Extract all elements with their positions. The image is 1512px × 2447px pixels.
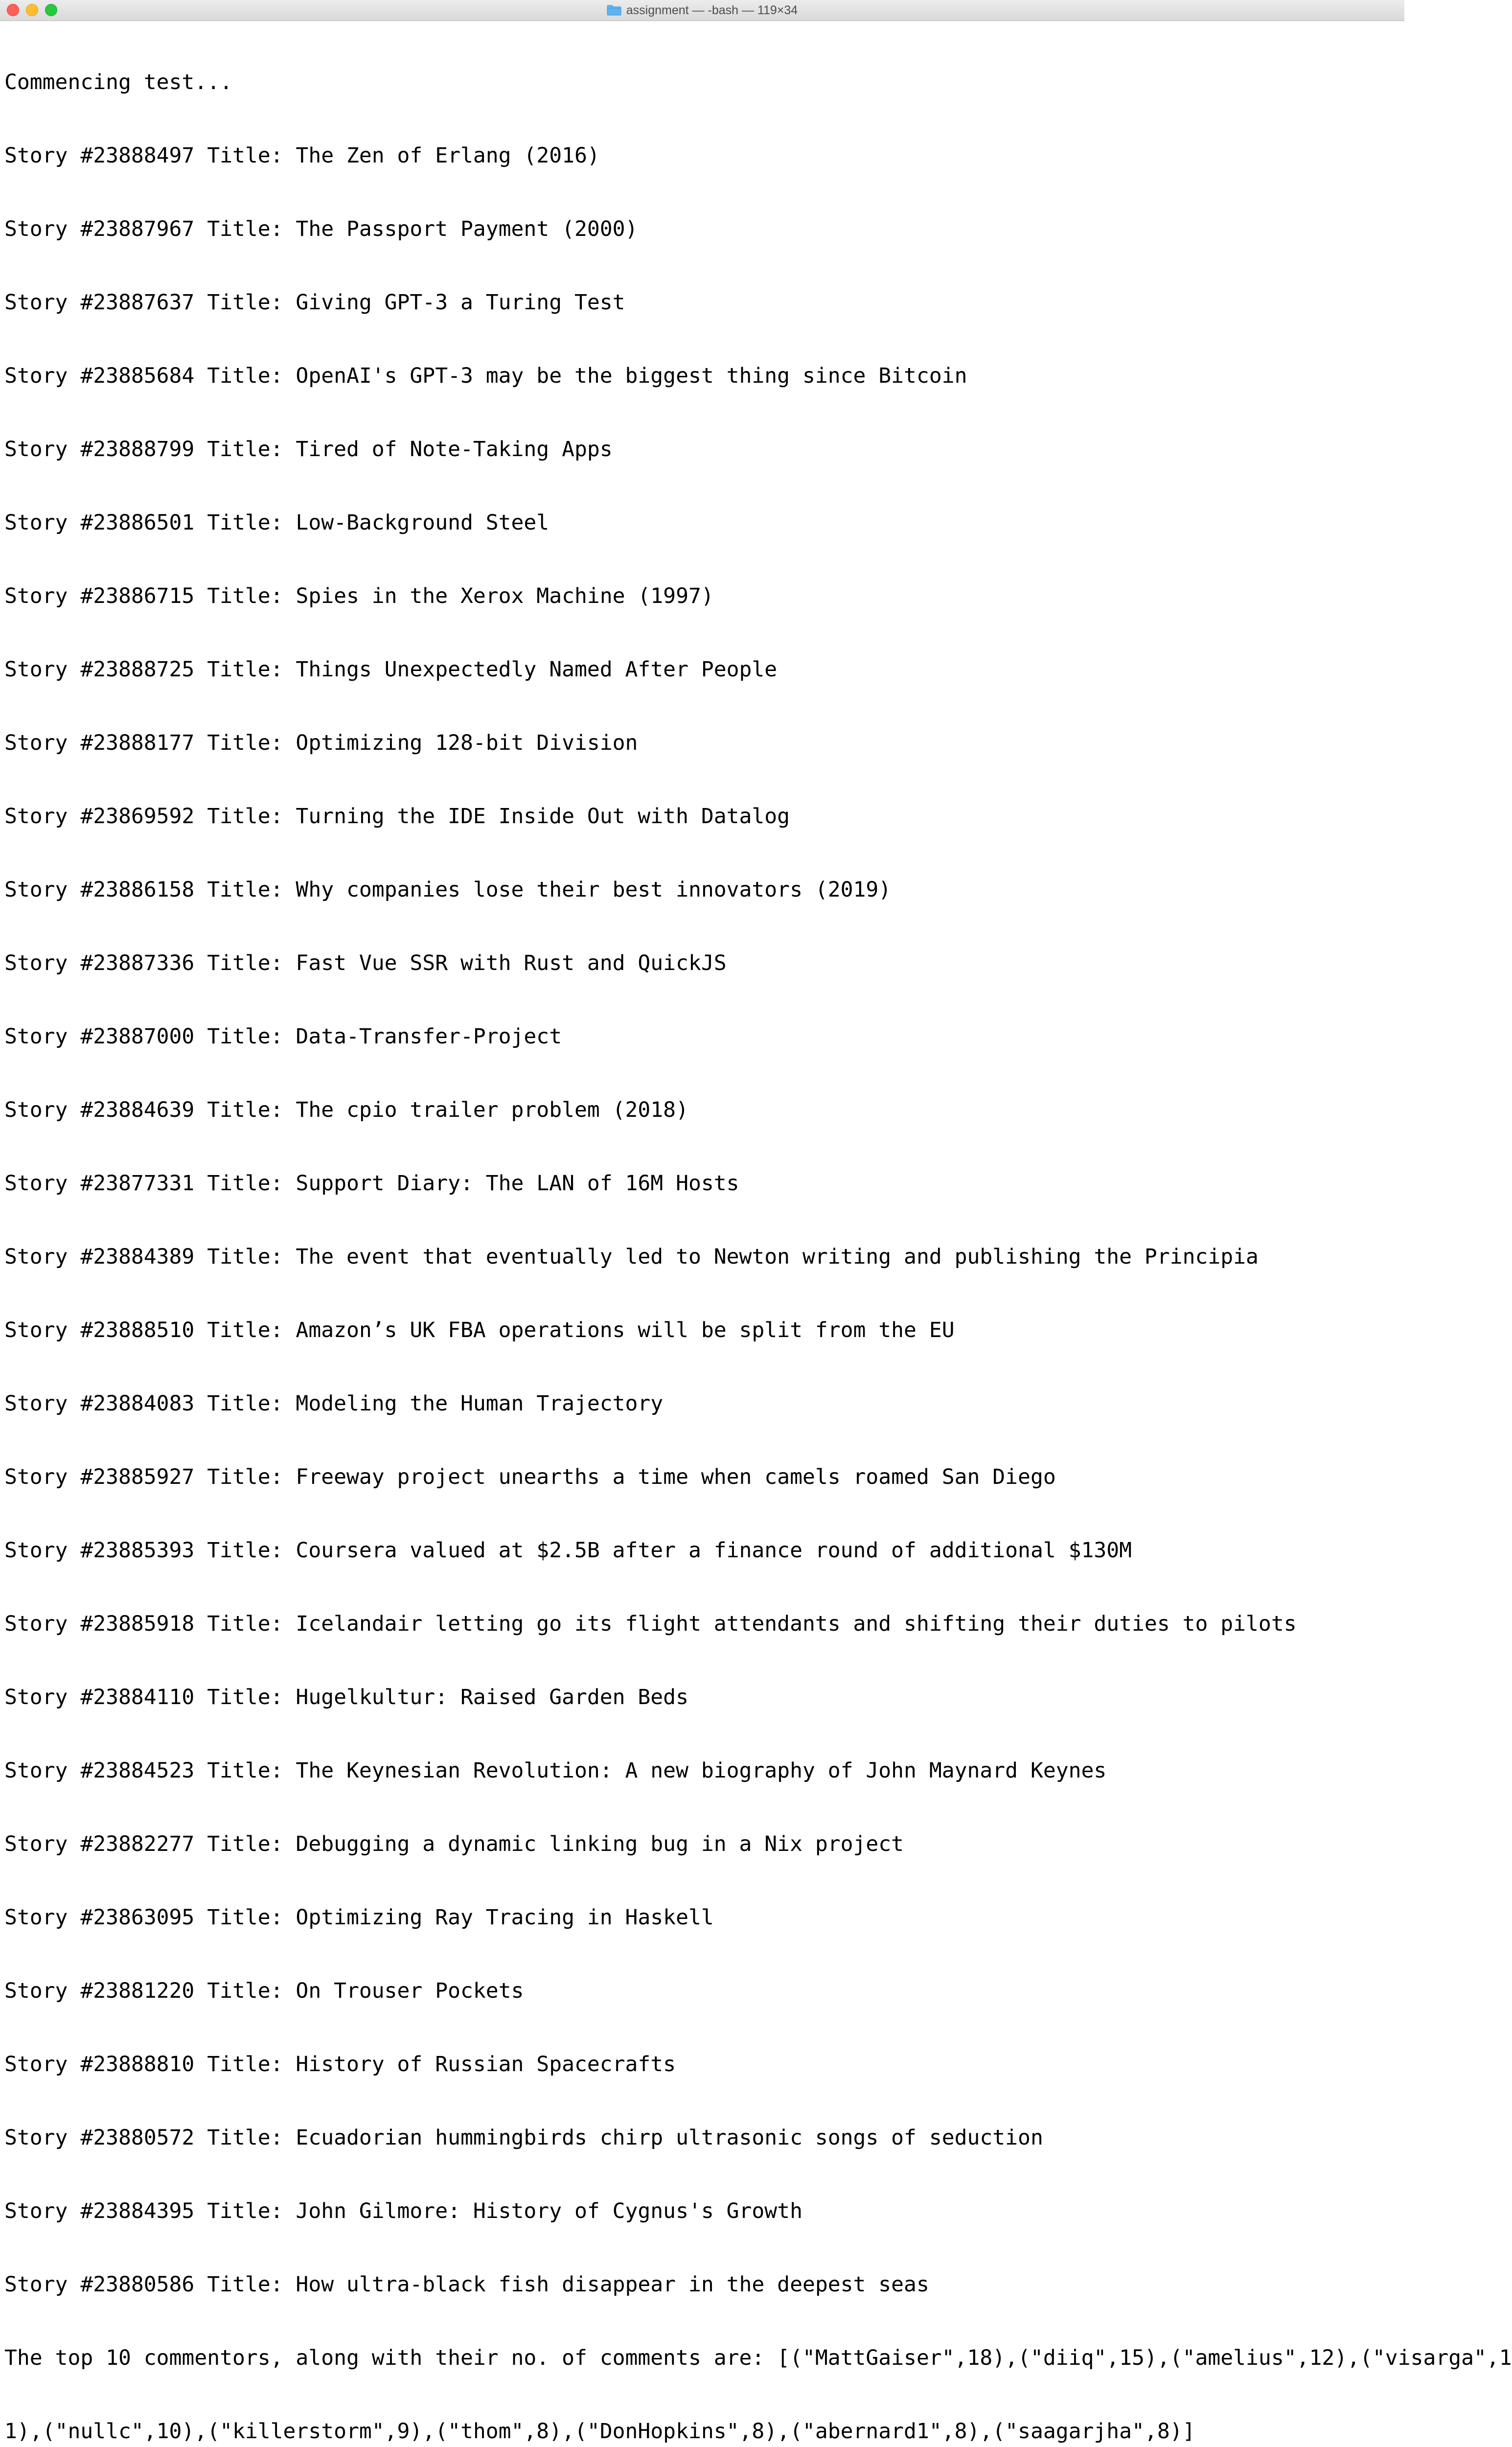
terminal-line: Story #23887000 Title: Data-Transfer-Project bbox=[4, 1024, 562, 1049]
terminal-line: Story #23881220 Title: On Trouser Pockets bbox=[4, 1979, 524, 2003]
terminal-line: Story #23886715 Title: Spies in the Xerox Machine (1997) bbox=[4, 584, 714, 608]
terminal-line: Story #23886501 Title: Low-Background Steel bbox=[4, 510, 550, 535]
terminal-line: Story #23880586 Title: How ultra-black fish disappear in the deepest seas bbox=[4, 2272, 929, 2297]
terminal-line: Story #23885927 Title: Freeway project unearths a time when camels roamed San Diego bbox=[4, 1465, 1056, 1489]
terminal-line: Story #23888799 Title: Tired of Note-Taking Apps bbox=[4, 437, 613, 462]
terminal-line: Story #23884395 Title: John Gilmore: History of Cygnus's Growth bbox=[4, 2199, 802, 2223]
terminal-line: Story #23863095 Title: Optimizing Ray Tracing in Haskell bbox=[4, 1905, 714, 1930]
terminal-line: Story #23884110 Title: Hugelkultur: Raised Garden Beds bbox=[4, 1685, 688, 1709]
window-title: assignment — -bash — 119×34 bbox=[626, 3, 798, 17]
terminal-line: Story #23886158 Title: Why companies lose their best innovators (2019) bbox=[4, 877, 892, 902]
terminal-line: Story #23880572 Title: Ecuadorian hummingbirds chirp ultrasonic songs of seduction bbox=[4, 2125, 1043, 2150]
terminal-line: Story #23888725 Title: Things Unexpectedly Named After People bbox=[4, 657, 778, 682]
terminal-line: Story #23888510 Title: Amazon’s UK FBA operations will be split from the EU bbox=[4, 1318, 955, 1342]
terminal-line: Story #23888177 Title: Optimizing 128-bit Division bbox=[4, 731, 638, 755]
terminal-line: Story #23884639 Title: The cpio trailer problem (2018) bbox=[4, 1098, 688, 1122]
terminal-line: Story #23888497 Title: The Zen of Erlang (2016) bbox=[4, 143, 600, 168]
title-bar[interactable] bbox=[0, 0, 1404, 21]
terminal-line: Commencing test... bbox=[4, 70, 232, 94]
terminal-line: Story #23885393 Title: Coursera valued at $2.5B after a finance round of additional $130M bbox=[4, 1538, 1132, 1563]
terminal-line: Story #23888810 Title: History of Russian Spacecrafts bbox=[4, 2052, 676, 2077]
terminal-line: Story #23887336 Title: Fast Vue SSR with Rust and QuickJS bbox=[4, 951, 727, 975]
terminal-line: Story #23884083 Title: Modeling the Human Trajectory bbox=[4, 1391, 664, 1416]
terminal-line: Story #23884523 Title: The Keynesian Revolution: A new biography of John Maynard Keynes bbox=[4, 1758, 1107, 1783]
terminal-line: Story #23882277 Title: Debugging a dynamic linking bug in a Nix project bbox=[4, 1832, 904, 1856]
terminal-line: The top 10 commentors, along with their no. of comments are: [("MattGaiser",18),("diiq",15),("amelius",12),("visarga",1 bbox=[4, 2346, 1512, 2370]
terminal-line: Story #23877331 Title: Support Diary: The LAN of 16M Hosts bbox=[4, 1171, 739, 1196]
terminal-line: Story #23869592 Title: Turning the IDE Inside Out with Datalog bbox=[4, 804, 790, 829]
terminal-line: 1),("nullc",10),("killerstorm",9),("thom",8),("DonHopkins",8),("abernard1",8),("saagarjha",8)] bbox=[4, 2419, 1195, 2444]
terminal-output[interactable] bbox=[4, 21, 1512, 2447]
window-title-container bbox=[0, 0, 1404, 21]
terminal-line: Story #23887967 Title: The Passport Payment (2000) bbox=[4, 217, 638, 241]
folder-icon bbox=[607, 5, 621, 16]
terminal-line: Story #23885684 Title: OpenAI's GPT-3 may be the biggest thing since Bitcoin bbox=[4, 364, 967, 388]
terminal-line: Story #23885918 Title: Icelandair letting go its flight attendants and shifting their duties to pilots bbox=[4, 1612, 1297, 1636]
terminal-line: Story #23887637 Title: Giving GPT-3 a Turing Test bbox=[4, 290, 625, 315]
terminal-line: Story #23884389 Title: The event that eventually led to Newton writing and publishing the Principia bbox=[4, 1245, 1259, 1269]
